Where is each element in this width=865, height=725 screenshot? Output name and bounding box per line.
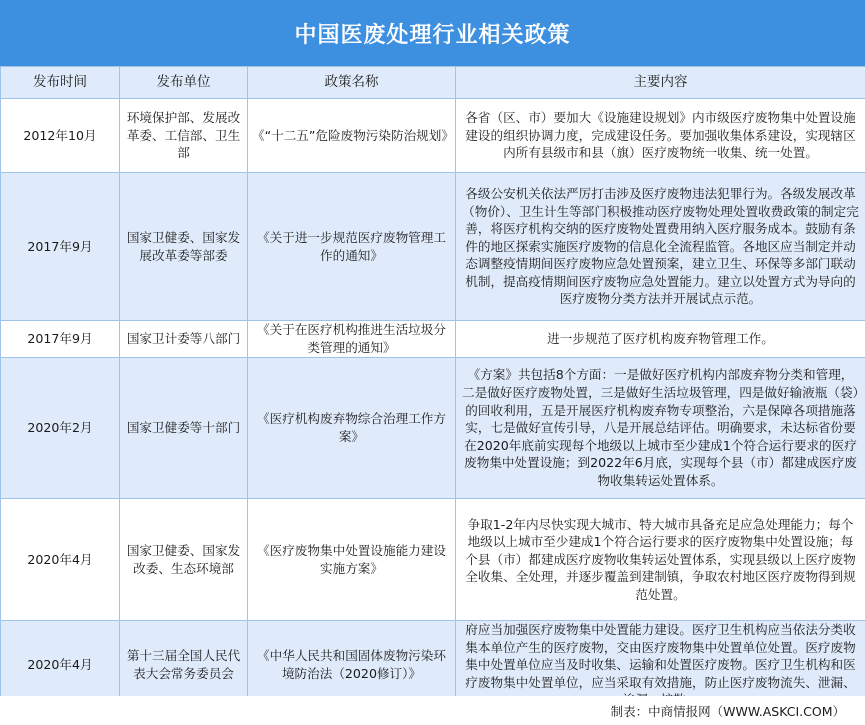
cell-policy-name: 《关于在医疗机构推进生活垃圾分类管理的通知》 (248, 321, 456, 358)
table-row (1, 499, 865, 621)
header-issuer: 发布单位 (120, 67, 248, 99)
header-date: 发布时间 (1, 67, 120, 99)
table-row (1, 173, 865, 321)
cell-content: 府应当加强医疗废物集中处置能力建设。医疗卫生机构应当依法分类收集本单位产生的医疗废物，交由医疗废物集中处置单位处置。医疗废物集中处置单位应当及时收集、运输和处置医疗废物。医疗卫生机构和医疗废物集中处置单位，应当采取有效措施，防止医疗废物流失、泄漏、 (456, 621, 865, 710)
cell-date: 2020年4月 (1, 499, 120, 621)
table-header-row (1, 67, 865, 99)
cell-issuer: 国家卫计委等八部门 (120, 321, 248, 358)
cell-date: 2017年9月 (1, 321, 120, 358)
cell-issuer: 国家卫健委、国家发展改革委等部委 (120, 173, 248, 321)
policy-table (0, 66, 865, 710)
cell-issuer: 国家卫健委、国家发改委、生态环境部 (120, 499, 248, 621)
cell-content: 进一步规范了医疗机构废弃物管理工作。 (456, 321, 865, 358)
cell-content: 《方案》共包括8个方面：一是做好医疗机构内部废弃物分类和管理，二是做好医疗废物处置，三是做好生活垃圾管理，四是做好输液瓶（袋）的回收利用，五是开展医疗机构废弃物专项整治，六是保障各项措施落实，七是做好宣传引导，八是开展总结评估。明确要求，未达标省份要在2020年底前实现每个地级以上城市至少建成1个符合运行要求的医疗废物集中处置设施；到2022年6月底，实现每个县（市）都建成医疗废物收集转运处置体系。 (456, 358, 865, 499)
source-footer: 制表：中商情报网（WWW.ASKCI.COM） (0, 696, 865, 725)
table-row (1, 321, 865, 358)
cell-policy-name: 《关于进一步规范医疗废物管理工作的通知》 (248, 173, 456, 321)
cell-date: 2017年9月 (1, 173, 120, 321)
cell-content: 各级公安机关依法严厉打击涉及医疗废物违法犯罪行为。各级发展改革（物价）、卫生计生等部门积极推动医疗废物处理处置收费政策的制定完善，将医疗机构交纳的医疗废物处置费用纳入医疗服务成本。鼓励有条件的地区探索实施医疗废物的信息化全流程监管。各地区应当制定并动态调整疫情期间医疗废物应急处置预案，建立卫生、环保等多部门联动机制，提高疫情期间医疗废物应急处置能力。建立以处置方式为导向的医疗废物分类方法并开展试点示范。 (456, 173, 865, 321)
cell-date: 2020年2月 (1, 358, 120, 499)
cell-policy-name: 《“十二五”危险废物污染防治规划》 (248, 99, 456, 173)
page-title: 中国医废处理行业相关政策 (0, 0, 865, 66)
cell-issuer: 国家卫健委等十部门 (120, 358, 248, 499)
cell-policy-name: 《医疗废物集中处置设施能力建设实施方案》 (248, 499, 456, 621)
table-row (1, 99, 865, 173)
cell-policy-name: 《医疗机构废弃物综合治理工作方案》 (248, 358, 456, 499)
cell-content: 争取1-2年内尽快实现大城市、特大城市具备充足应急处理能力；每个地级以上城市至少建成1个符合运行要求的医疗废物集中处置设施；每个县（市）都建成医疗废物收集转运处置体系，实现县级以上医疗废物全收集、全处理，并逐步覆盖到建制镇，争取农村地区医疗废物得到规范处置。 (456, 499, 865, 621)
cell-issuer: 第十三届全国人民代表大会常务委员会 (120, 621, 248, 710)
header-policy-name: 政策名称 (248, 67, 456, 99)
table-row (1, 358, 865, 499)
cell-issuer: 环境保护部、发展改革委、工信部、卫生部 (120, 99, 248, 173)
cell-policy-name: 《中华人民共和国固体废物污染环境防治法（2020修订）》 (248, 621, 456, 710)
cell-date: 2020年4月 (1, 621, 120, 710)
cell-content: 各省（区、市）要加大《设施建设规划》内市级医疗废物集中处置设施建设的组织协调力度，完成建设任务。要加强收集体系建设，实现辖区内所有县级市和县（旗）医疗废物统一收集、统一处置。 (456, 99, 865, 173)
cell-date: 2012年10月 (1, 99, 120, 173)
header-content: 主要内容 (456, 67, 865, 99)
